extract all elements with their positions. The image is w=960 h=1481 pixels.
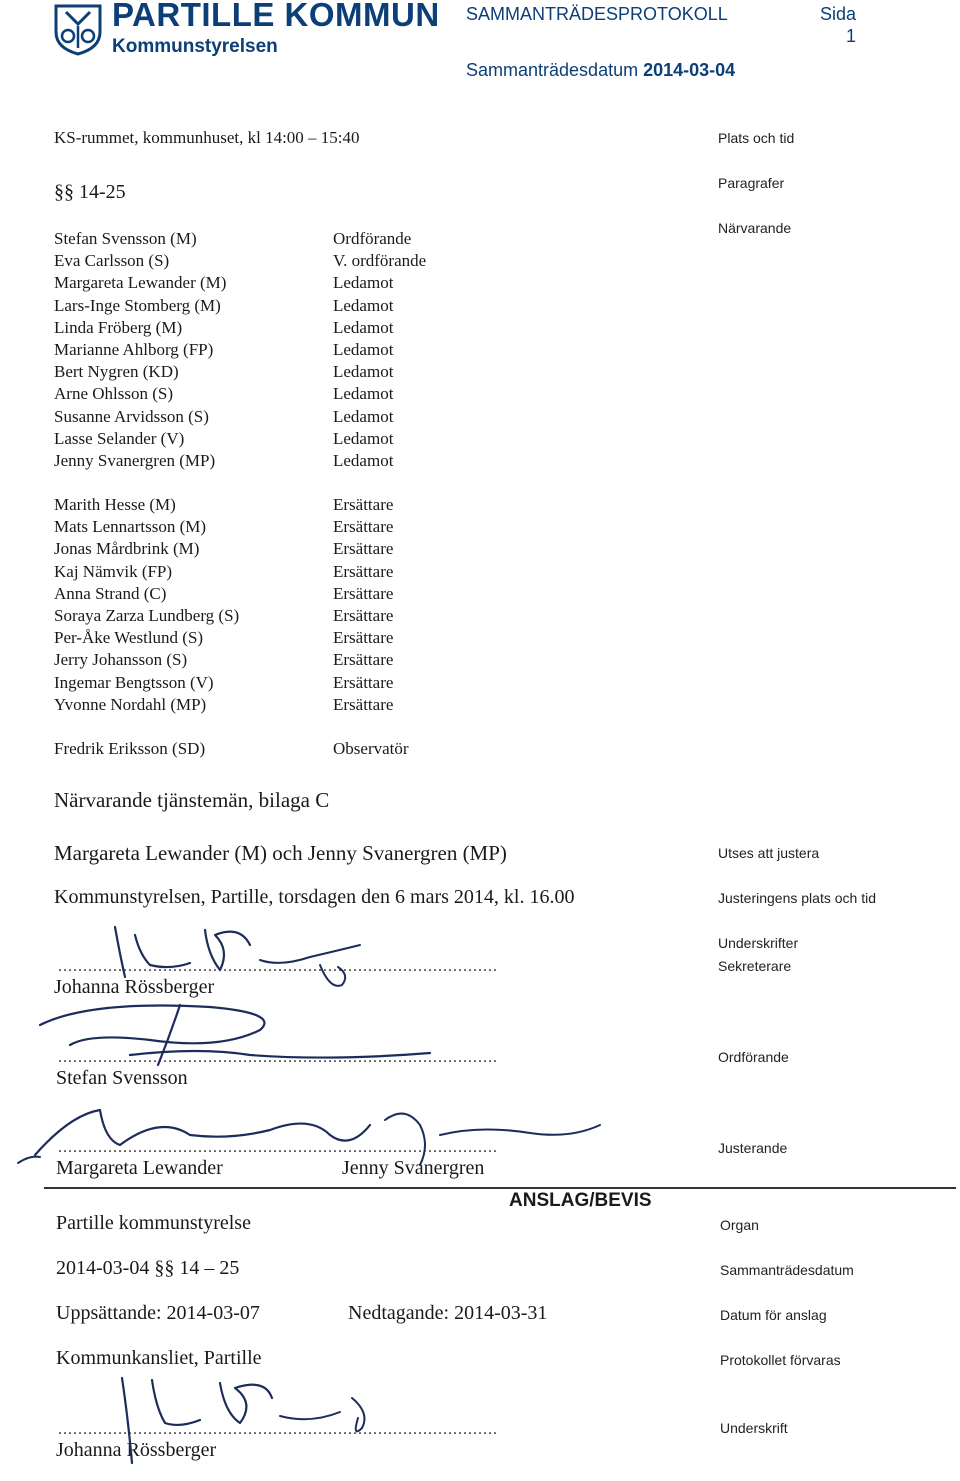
member-role: Ledamot (333, 362, 394, 382)
substitute-name: Anna Strand (C) (54, 583, 167, 603)
signature-line-adjusters: ........................................................................................ (58, 1139, 498, 1156)
notice-organ: Partille kommunstyrelse (56, 1212, 251, 1234)
substitute-row (0, 606, 700, 628)
substitute-name: Ingemar Bengtsson (V) (54, 672, 214, 692)
substitute-role: Ersättare (333, 583, 394, 603)
member-row (0, 451, 700, 473)
member-role: Ledamot (333, 317, 394, 337)
substitute-name: Mats Lennartsson (M) (54, 517, 207, 537)
adjuster-1-name: Margareta Lewander (56, 1157, 223, 1179)
meeting-date-label: Sammanträdesdatum (466, 60, 639, 80)
member-name: Lars-Inge Stomberg (M) (54, 295, 221, 315)
substitute-role: Ersättare (333, 605, 394, 625)
document-type: SAMMANTRÄDESPROTOKOLL (466, 4, 728, 24)
notice-divider (44, 1187, 956, 1189)
label-signatures: Underskrifter (718, 935, 799, 951)
substitute-row (0, 695, 700, 717)
notice-posted-date: Uppsättande: 2014-03-07 (56, 1302, 260, 1324)
member-row (0, 384, 700, 406)
substitute-role: Ersättare (333, 517, 394, 537)
observer-role: Observatör (333, 739, 409, 758)
label-chair: Ordförande (718, 1049, 789, 1065)
member-role: Ledamot (333, 384, 394, 404)
member-role: Ledamot (333, 295, 394, 315)
substitute-name: Jerry Johansson (S) (54, 650, 188, 670)
label-adjust-by: Utses att justera (718, 845, 820, 861)
member-name: Margareta Lewander (M) (54, 273, 227, 293)
label-place-time: Plats och tid (718, 130, 795, 146)
substitute-role: Ersättare (333, 539, 394, 559)
notice-heading: ANSLAG/BEVIS (509, 1190, 652, 1211)
member-role: Ledamot (333, 339, 394, 359)
member-name: Jenny Svanergren (MP) (54, 450, 216, 470)
member-row (0, 340, 700, 362)
member-row (0, 407, 700, 429)
substitute-role: Ersättare (333, 672, 394, 692)
notice-signer-name: Johanna Rössberger (56, 1439, 217, 1461)
substitute-row (0, 650, 700, 672)
member-role: Ledamot (333, 450, 394, 470)
member-row (0, 429, 700, 451)
substitute-row (0, 495, 700, 517)
substitutes-list (0, 495, 700, 717)
substitute-name: Yvonne Nordahl (MP) (54, 694, 207, 714)
substitute-role: Ersättare (333, 694, 394, 714)
substitute-name: Jonas Mårdbrink (M) (54, 539, 200, 559)
substitute-row (0, 517, 700, 539)
substitute-name: Soraya Zarza Lundberg (S) (54, 605, 240, 625)
member-row (0, 273, 700, 295)
organization-name: PARTILLE KOMMUN (112, 0, 440, 33)
substitute-row (0, 673, 700, 695)
member-role: V. ordförande (333, 251, 427, 271)
label-paragraphs: Paragrafer (718, 175, 785, 191)
page-label: Sida (820, 4, 857, 24)
label-organ: Organ (720, 1217, 759, 1233)
signature-line-secretary: ........................................................................................ (58, 958, 498, 975)
substitute-name: Kaj Nämvik (FP) (54, 561, 173, 581)
observer-name: Fredrik Eriksson (SD) (54, 739, 206, 758)
member-name: Lasse Selander (V) (54, 428, 185, 448)
place-and-time: KS-rummet, kommunhuset, kl 14:00 – 15:40 (54, 128, 360, 147)
substitute-row (0, 562, 700, 584)
handwritten-signature-chair (30, 995, 450, 1075)
label-meeting-date: Sammanträdesdatum (720, 1262, 854, 1278)
substitute-name: Marith Hesse (M) (54, 495, 176, 514)
member-name: Stefan Svensson (M) (54, 229, 197, 248)
signature-line-chair: ........................................................................................ (58, 1049, 498, 1066)
meeting-date-value: 2014-03-04 (643, 60, 736, 80)
substitute-row (0, 584, 700, 606)
label-stored: Protokollet förvaras (720, 1352, 841, 1368)
member-role: Ordförande (333, 229, 412, 248)
member-row (0, 296, 700, 318)
member-row (0, 251, 700, 273)
label-posting-date: Datum för anslag (720, 1307, 827, 1323)
label-signature: Underskrift (720, 1420, 788, 1436)
handwritten-signature-notice (90, 1368, 390, 1468)
substitute-role: Ersättare (333, 650, 394, 670)
substitute-name: Per-Åke Westlund (S) (54, 628, 204, 648)
label-adjuster: Justerande (718, 1140, 788, 1156)
label-adjust-place: Justeringens plats och tid (718, 890, 876, 906)
notice-meeting-ref: 2014-03-04 §§ 14 – 25 (56, 1257, 240, 1279)
member-role: Ledamot (333, 273, 394, 293)
member-name: Bert Nygren (KD) (54, 362, 179, 382)
label-secretary: Sekreterare (718, 958, 792, 974)
substitute-row (0, 628, 700, 650)
substitute-role: Ersättare (333, 561, 394, 581)
members-list (0, 229, 700, 473)
member-role: Ledamot (333, 428, 394, 448)
member-name: Susanne Arvidsson (S) (54, 406, 209, 426)
label-present: Närvarande (718, 220, 792, 236)
member-role: Ledamot (333, 406, 394, 426)
handwritten-signature-secretary (80, 915, 380, 1005)
substitute-role: Ersättare (333, 628, 394, 648)
notice-removed-date: Nedtagande: 2014-03-31 (348, 1302, 548, 1324)
observers-list (0, 739, 700, 761)
member-name: Arne Ohlsson (S) (54, 384, 173, 404)
member-name: Eva Carlsson (S) (54, 251, 170, 271)
observer-row (0, 739, 700, 761)
member-row (0, 318, 700, 340)
member-row (0, 362, 700, 384)
handwritten-signature-adjusters (10, 1095, 610, 1175)
member-row (0, 229, 700, 251)
adjuster-2-name: Jenny Svanergren (342, 1157, 485, 1179)
officials-note: Närvarande tjänstemän, bilaga C (54, 788, 330, 812)
paragraph-range: §§ 14-25 (54, 181, 126, 203)
chair-name: Stefan Svensson (56, 1067, 188, 1089)
municipal-coat-of-arms-logo (52, 2, 104, 56)
organization-department: Kommunstyrelsen (112, 36, 278, 57)
substitute-role: Ersättare (333, 495, 394, 514)
member-name: Linda Fröberg (M) (54, 317, 183, 337)
substitute-row (0, 539, 700, 561)
member-name: Marianne Ahlborg (FP) (54, 339, 214, 359)
adjust-place-time: Kommunstyrelsen, Partille, torsdagen den 6 mars 2014, kl. 16.00 (54, 886, 575, 908)
signature-line-notice: ........................................................................................ (58, 1421, 498, 1438)
adjusters-names: Margareta Lewander (M) och Jenny Svanergren (MP) (54, 841, 507, 865)
meeting-date-header (466, 60, 735, 81)
page-number: 1 (846, 26, 857, 46)
secretary-name: Johanna Rössberger (54, 976, 215, 998)
notice-stored-at: Kommunkansliet, Partille (56, 1347, 262, 1369)
